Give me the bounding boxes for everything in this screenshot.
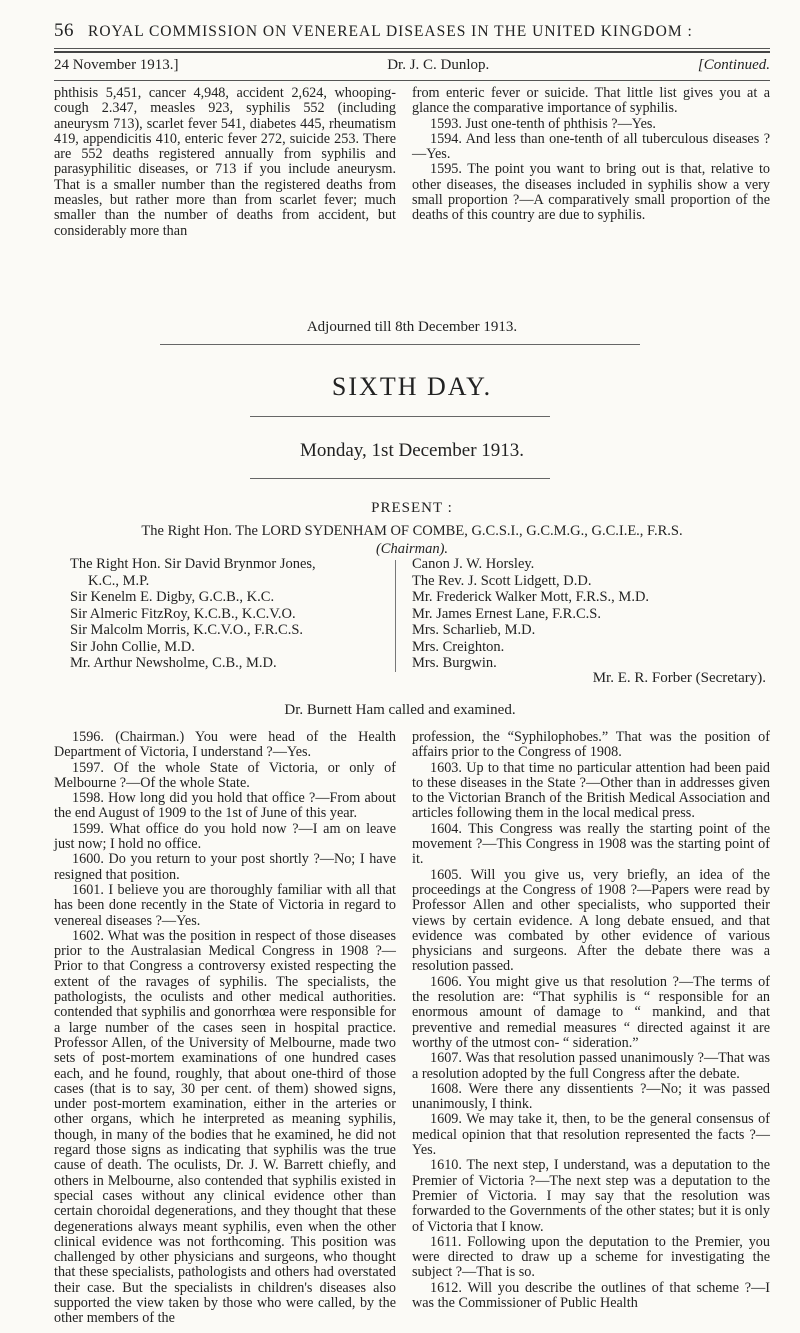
- paragraph: 1601. I believe you are thoroughly familiar with all that has been done recently in the State of Victoria in regard to venereal diseases ?—Yes.: [54, 881, 396, 929]
- member: Mr. Arthur Newsholme, C.B., M.D.: [70, 655, 277, 671]
- section-divider: [160, 344, 640, 345]
- member: Canon J. W. Horsley.: [412, 556, 535, 572]
- adjourned-line: Adjourned till 8th December 1913.: [306, 319, 518, 335]
- present-label: PRESENT :: [371, 500, 453, 516]
- member: The Rev. J. Scott Lidgett, D.D.: [412, 572, 592, 589]
- running-title: ROYAL COMMISSION ON VENEREAL DISEASES IN THE UNITED KINGDOM :: [88, 23, 693, 40]
- paragraph: 1607. Was that resolution passed unanimously ?—That was a resolution adopted by the full Congress after the debate.: [412, 1050, 770, 1082]
- paragraph: 1606. You might give us that resolution ?—The terms of the resolution are: “That syphilis is “ responsible for an enormous amount of damage to “ mankind, and that preventive and remedial measures “ directed against it are worthy of the utmost con- “ sideration.”: [412, 973, 770, 1051]
- member: K.C., M.P.: [88, 572, 150, 589]
- chairman-role: (Chairman).: [375, 541, 449, 557]
- section-divider: [250, 478, 550, 479]
- evidence-left-column: [54, 730, 396, 1327]
- member: Sir Malcolm Morris, K.C.V.O., F.R.C.S.: [70, 622, 304, 638]
- paragraph: 1610. The next step, I understand, was a deputation to the Premier of Victoria ?—The next step was a deputation to the Premier of Victoria. I may say that the resolution was forwarded to the Governments of the other states; but it is only of Victoria that I know.: [412, 1157, 770, 1235]
- paragraph: from enteric fever or suicide. That little list gives you at a glance the comparative importance of syphilis.: [412, 85, 770, 117]
- paragraph: 1605. Will you give us, very briefly, an idea of the proceedings at the Congress of 1908 ?—Papers were read by Professor Allen and other specialists, who supported their views by certain evidence. A long debate ensued, and that evidence was combated by other evidence of various physicians and surgeons. After the debate there was a resolution passed.: [412, 866, 770, 975]
- sub-header: [54, 57, 770, 74]
- secretary-line: Mr. E. R. Forber (Secretary).: [592, 670, 766, 686]
- paragraph: 1594. And less than one-tenth of all tuberculous diseases ?—Yes.: [412, 130, 770, 163]
- paragraph: 1600. Do you return to your post shortly ?—No; I have resigned that position.: [54, 851, 396, 883]
- member: Sir John Collie, M.D.: [70, 638, 195, 655]
- paragraph: 1595. The point you want to bring out is that, relative to other diseases, the diseases included in syphilis show a very small proportion ?—A comparatively small proportion of the deaths of this country are due to syphilis.: [412, 161, 770, 224]
- member: Mr. Frederick Walker Mott, F.R.S., M.D.: [412, 589, 650, 605]
- chairman-line: The Right Hon. The LORD SYDENHAM OF COMBE, G.C.S.I., G.C.M.G., G.C.I.E., F.R.S.: [141, 523, 683, 539]
- day-heading: SIXTH DAY.: [331, 372, 493, 401]
- member: The Right Hon. Sir David Brynmor Jones,: [70, 556, 316, 572]
- page-number: 56: [54, 20, 74, 41]
- member: Mr. James Ernest Lane, F.R.C.S.: [412, 605, 601, 622]
- date-heading: Monday, 1st December 1913.: [299, 440, 525, 461]
- members-left: [70, 556, 316, 672]
- paragraph: 1608. Were there any dissentients ?—No; it was passed unanimously, I think.: [412, 1080, 770, 1113]
- top-right-column: [412, 86, 770, 224]
- paragraph: 1611. Following upon the deputation to the Premier, you were directed to draw up a scheme for investigating the subject ?—That is so.: [412, 1233, 770, 1281]
- paragraph: 1604. This Congress was really the starting point of the movement ?—This Congress in 1908 was the starting point of it.: [412, 820, 770, 868]
- members-divider: [395, 560, 396, 672]
- paragraph: 1597. Of the whole State of Victoria, or only of Melbourne ?—Of the whole State.: [54, 759, 396, 791]
- section-divider: [250, 416, 550, 417]
- paragraph: 1612. Will you describe the outlines of that scheme ?—I was the Commissioner of Public Health: [412, 1279, 770, 1311]
- paragraph: 1599. What office do you hold now ?—I am on leave just now; I hold no office.: [54, 820, 396, 853]
- evidence-right-column: [412, 730, 770, 1311]
- paragraph: phthisis 5,451, cancer 4,948, accident 2,624, whooping-cough 2.347, measles 923, syphilis 552 (including aneurysm 713), scarlet fever 541, diabetes 445, rheumatism 419, appendicitis 410, enteric fever 272, suicide 253. There are 552 deaths registered annually from syphilis and parasyphilitic diseases, or 713 if you include aneurysm. That is a smaller number than the registered deaths from measles, but rather more than from scarlet fever; much smaller than the number of deaths from accident, but considerably more than: [54, 85, 396, 239]
- paragraph: 1609. We may take it, then, to be the general consensus of medical opinion that that resolution represented the facts ?—Yes.: [412, 1111, 770, 1159]
- witness-name: Dr. J. C. Dunlop.: [387, 57, 490, 73]
- header-rule-thick: [54, 51, 770, 53]
- member: Sir Kenelm E. Digby, G.C.B., K.C.: [70, 589, 275, 605]
- header-rule: [54, 48, 770, 49]
- paragraph: 1593. Just one-tenth of phthisis ?—Yes.: [430, 115, 656, 132]
- member: Mrs. Burgwin.: [412, 655, 497, 671]
- paragraph: 1598. How long did you hold that office ?—From about the end August of 1909 to the 1st of June of this year.: [54, 790, 396, 822]
- member: Mrs. Creighton.: [412, 638, 505, 655]
- page-header: [54, 20, 770, 81]
- chairman-block: [54, 522, 770, 558]
- continued-label: [Continued.: [697, 57, 770, 73]
- subheader-rule: [54, 80, 770, 81]
- paragraph: 1603. Up to that time no particular attention had been paid to these diseases in the State ?—Other than in addresses given to the Victorian Branch of the British Medical Association and articles following them in the local medical press.: [412, 759, 770, 822]
- sitting-date: 24 November 1913.]: [54, 57, 179, 73]
- members-right: [412, 556, 649, 672]
- member: Sir Almeric FitzRoy, K.C.B., K.C.V.O.: [70, 605, 296, 622]
- paragraph: 1602. What was the position in respect of those diseases prior to the Australasian Medical Congress in 1908 ?—Prior to that Congress a controversy existed respecting the extent of the ravages of syphilis. The specialists, the pathologists, the oculists and other medical authorities. contended that syphilis and gonorrhœa were responsible for a large number of the cases seen in hospital practice. Professor Allen, of the University of Melbourne, made two sets of post-mortem examinations of one hundred cases each, and he found, roughly, that about one-third of those cases (that is to say, 30 per cent. of them) showed signs, under post-mortem examination, either in the arteries or other organs, which he interpreted as meaning syphilis, though, in many of the bodies that he examined, he did not regard those signs as indicating that syphilis was the true cause of death. The oculists, Dr. J. W. Barrett chiefly, and others in Melbourne, also contended that syphilis existed in special cases without any clinical evidence other than certain choroidal degenerations, and they thought that these degenerations always meant syphilis, even when the other clinical evidence was not forthcoming. This position was challenged by other physicians and surgeons, who thought that these specialists, pathologists and others had overstated their case. But the specialists in children's diseases also supported the view taken by those who were called, by the other members of the: [54, 927, 396, 1327]
- paragraph: profession, the “Syphilophobes.” That was the position of affairs prior to the Congress of 1908.: [412, 729, 770, 761]
- paragraph: 1596. (Chairman.) You were head of the Health Department of Victoria, I understand ?—Yes.: [54, 729, 396, 761]
- member: Mrs. Scharlieb, M.D.: [412, 622, 536, 638]
- top-left-column: [54, 86, 396, 239]
- witness-called: Dr. Burnett Ham called and examined.: [284, 702, 516, 718]
